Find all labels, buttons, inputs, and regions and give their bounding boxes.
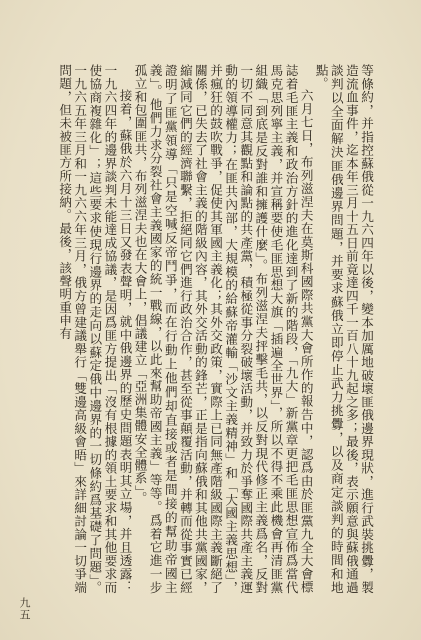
paragraph: 等條約，并指控蘇俄從一九六四年以後，變本加厲地破壞匪俄邊界現狀，進行武裝挑釁，製造流血事件，迄本年三月十五日前竟達四千一百八十九起之多；最後，表示願意與蘇俄通過談判以全面解決匪俄邊界問題，并要求蘇俄立即停止武力挑釁，以及商定談判的時間和地點。: [313, 64, 374, 594]
body-text: [42, 64, 374, 594]
page-number: 九五: [18, 597, 31, 621]
paragraph: 接着，蘇俄於六月十三日又發表聲明，就中俄邊界的歷史問題表明其立場，并且透露：一九六四年的邊界談判未能達成協議，是因爲匪方提出「沒有根據的領土要求和其他要求而使協商複雜化」；這些要求使現行邊界的走向以蘇定俄中邊界的一切條約爲基礎了問題」。一九六五年三月和一九六六年三月，俄方曾建議舉行「雙邊高級會晤」來詳細討論一切爭端問題，但未被匪方所接納。最後，該聲明重申有: [57, 64, 133, 594]
paragraph: 六月七日，布列滋涅夫在莫斯科國際共黨大會所作的報告中，認爲由於匪黨九全大會標誌着毛匪主義和政治方針的進化達到了新的階段，「九大」新黨章更把毛匪思想宣佈爲當代馬克思列寧主義，并宣稱要使毛匪思想大旗「插遍全世界」，所以不得不乘此機會再清匪黨組織「到底是反對誰和擁護什麼」。布列滋涅夫抨擊毛共，以反對現代修正主義爲名，反對一切不同意其觀點和論點的共產黨，積極從事分裂破壞活動，并致力於爭奪國際共產主義運動的領導權力；在匪共內部，大規模的給蘇帝灌輸「沙文主義精神」和「大國主義思想」，并瘋狂的鼓吹戰爭，促使其軍國主義化；其外交政策，實際上已同無產階級國際主義斷絕了關係，已失去了社會主義的階級內容，其外交活動的鋒芒，正是指向蘇俄和其他共黨國家，縮減同它們的經濟聯繫，拒絕同它們進行政治合作，甚至從事顛覆活動，并轉而從事實已經證明了匪黨領導「只是空喊反帝鬥爭，而在行動上他們却直接或者是間接的幫助帝國主義」。他們力求分裂社會主義國家的統一戰線，以此來幫助帝國主義」等等。爲着它進一步孤立和包圍匪共，布列滋涅夫也在大會上，倡議建立「亞洲集體安全體系」。: [132, 64, 314, 594]
